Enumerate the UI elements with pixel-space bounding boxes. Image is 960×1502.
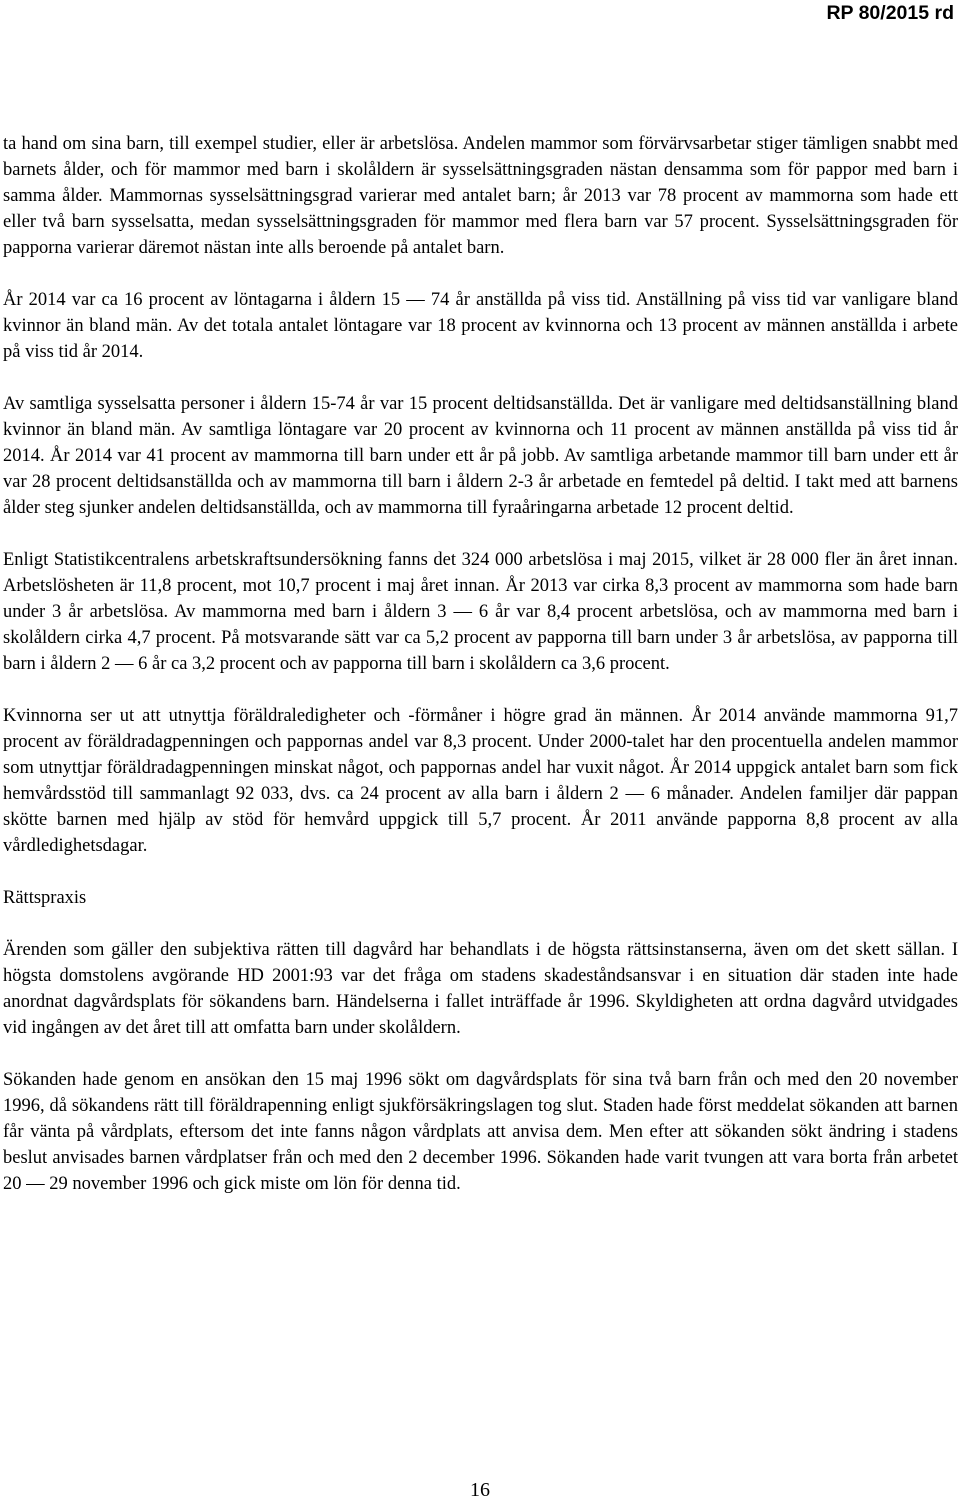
paragraph-parental-leave: Kvinnorna ser ut att utnyttja föräldraledigheter och -förmåner i högre grad än männen. År 2014 använde mammorna 91,7 procent av föräldradagpenningen och pappornas andel var 8,3 procent. Under 2000-talet har den procentuella andelen mammor som utnyttjar föräldradagpenningen minskat något, och pappornas andel har vuxit något. År 2014 uppgick antalet barn som fick hemvårdsstöd till sammanlagt 92 033, dvs. ca 24 procent av alla barn i åldern 2 — 6 månader. Andelen familjer där pappan skötte barnen med hjälp av stöd för hemvård uppgick till 5,7 procent. År 2011 använde papporna 8,8 procent av alla vårdledighetsdagar. bbox=[3, 706, 958, 856]
paragraph-temporary-employment: År 2014 var ca 16 procent av löntagarna i åldern 15 — 74 år anställda på viss tid. Anställning på viss tid var vanligare bland kvinnor än bland män. Av det totala antalet löntagare var 18 procent av kvinnorna och 13 procent av männen anställda i arbete på viss tid år 2014. bbox=[3, 290, 958, 362]
section-heading: Rättspraxis bbox=[3, 888, 87, 908]
paragraph-part-time: Av samtliga sysselsatta personer i åldern 15-74 år var 15 procent deltidsanställda. Det är vanligare med deltidsanställning bland kvinnor än bland män. Av samtliga löntagare var 20 procent av kvinnorna och 11 procent av männen anställda på viss tid år 2014. År 2014 var 41 procent av mammorna till barn under ett år på jobb. Av samtliga arbetande mammor till barn under ett år var 28 procent deltidsanställda och av mammorna till barn i åldern 2-3 år arbetade en femtedel på deltid. I takt med att barnens ålder steg sjunker andelen deltidsanställda, och av mammorna till fyraåringarna arbetade 12 procent deltid. bbox=[3, 394, 958, 518]
paragraph-case-details: Sökanden hade genom en ansökan den 15 maj 1996 sökt om dagvårdsplats för sina två barn från och med den 20 november 1996, då sökandens rätt till föräldrapenning enligt sjukförsäkringslagen tog slut. Staden hade först meddelat sökanden att barnen får vänta på vårdplats, eftersom det inte fanns någon vårdplats att anvisa dem. Men efter att sökanden sökt ändring i stadens beslut anvisades barnen vårdplatser från och med den 2 december 1996. Sökanden hade varit tvungen att vara borta från arbetet 20 — 29 november 1996 och gick miste om lön för denna tid. bbox=[3, 1070, 958, 1194]
document-id-header: RP 80/2015 rd bbox=[826, 2, 954, 24]
paragraph-case-law-intro: Ärenden som gäller den subjektiva rätten till dagvård har behandlats i de högsta rättsinstanserna, även om det skett sällan. I högsta domstolens avgörande HD 2001:93 var det fråga om stadens skadeståndsansvar i en situation där staden inte hade anordnat dagvårdsplats för sökandens barn. Händelserna i fallet inträffade år 1996. Skyldigheten att ordna dagvård utvidgades vid ingången av det året till att omfatta barn under skolåldern. bbox=[3, 940, 958, 1038]
page-number: 16 bbox=[470, 1479, 490, 1501]
document-body bbox=[3, 131, 958, 1223]
paragraph-employment-mothers: ta hand om sina barn, till exempel studier, eller är arbetslösa. Andelen mammor som förvärvsarbetar stiger tämligen snabbt med barnets ålder, och för mammor med barn i skolåldern är sysselsättningsgraden nästan densamma som för pappor med barn i samma ålder. Mammornas sysselsättningsgrad varierar med antalet barn; år 2013 var 78 procent av mammorna som hade ett eller två barn sysselsatta, medan sysselsättningsgraden för mammor med flera barn var 57 procent. Sysselsättningsgraden för papporna varierar däremot nästan inte alls beroende på antalet barn. bbox=[3, 134, 958, 258]
paragraph-unemployment: Enligt Statistikcentralens arbetskraftsundersökning fanns det 324 000 arbetslösa i maj 2015, vilket är 28 000 fler än året innan. Arbetslösheten är 11,8 procent, mot 10,7 procent i maj året innan. År 2013 var cirka 8,3 procent av mammorna som hade barn under 3 år arbetslösa. Av mammorna med barn i åldern 3 — 6 år var 8,4 procent arbetslösa, och av mammorna med barn i skolåldern cirka 4,7 procent. På motsvarande sätt var ca 5,2 procent av papporna till barn under 3 år arbetslösa, av papporna till barn i åldern 2 — 6 år ca 3,2 procent och av papporna till barn i skolåldern ca 3,6 procent. bbox=[3, 550, 958, 674]
